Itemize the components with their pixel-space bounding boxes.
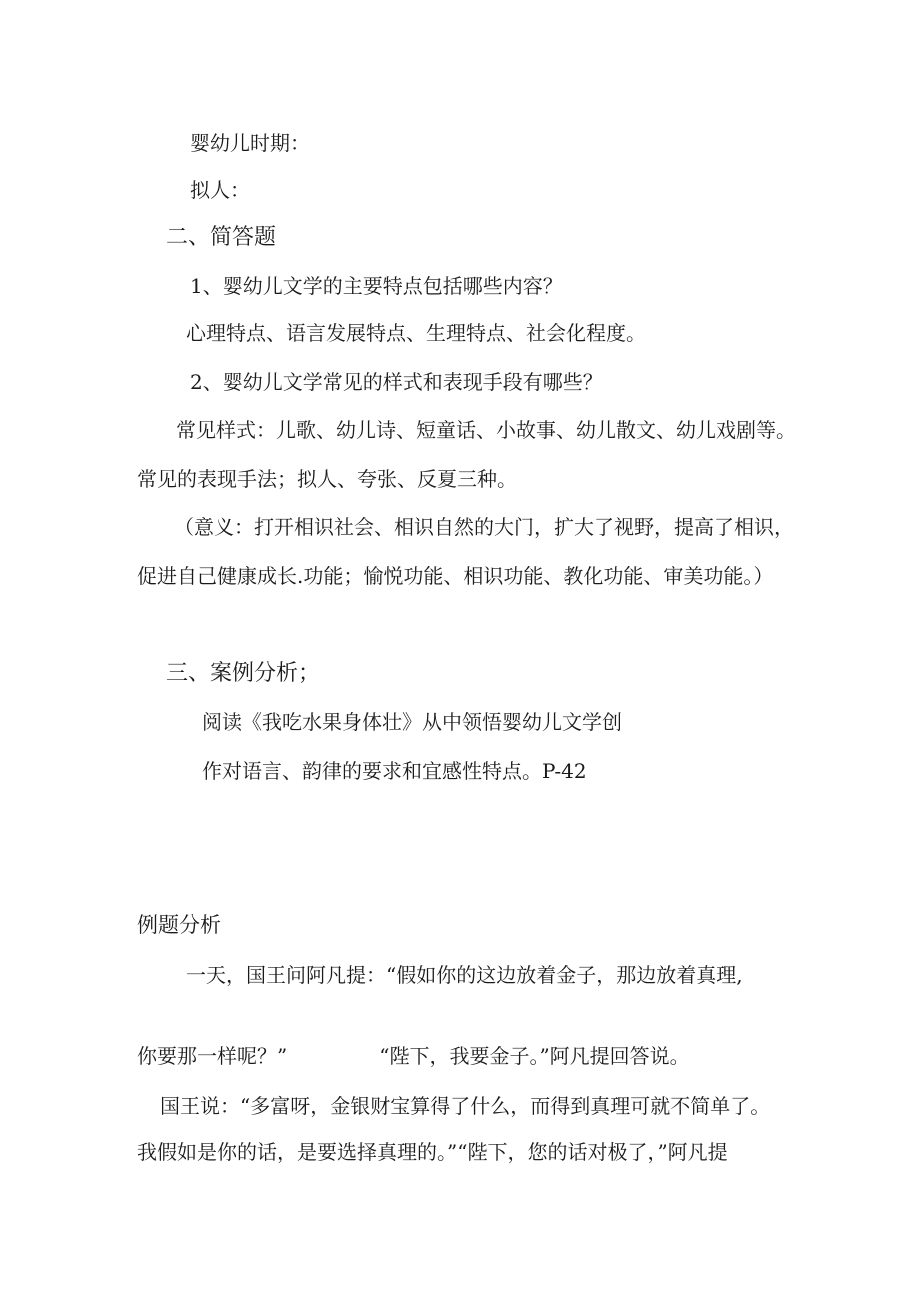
example-line-2-reply: “陛下，我要金子。”阿凡提回答说。 xyxy=(379,1044,690,1068)
example-line-3: 国王说：“多富呀，金银财宝算得了什么，而得到真理可就不简单了。 xyxy=(160,1094,771,1118)
case-line-2: 作对语言、韵律的要求和宜感性特点。P-42 xyxy=(202,759,587,783)
answer-2-line-1: 常见样式：儿歌、幼儿诗、短童话、小故事、幼儿散文、幼儿戏剧等。 xyxy=(176,418,796,442)
answer-1: 心理特点、语言发展特点、生理特点、社会化程度。 xyxy=(186,321,646,345)
term-personification: 拟人： xyxy=(190,178,250,202)
section-title-case-analysis: 三、案例分析； xyxy=(166,661,321,686)
example-line-2 xyxy=(137,1046,690,1066)
answer-2-line-2: 常见的表现手法；拟人、夸张、反夏三种。 xyxy=(137,467,517,491)
section-title-short-answer: 二、简答题 xyxy=(166,225,277,250)
example-line-1: 一天，国王问阿凡提：“假如你的这边放着金子，那边放着真理, xyxy=(186,963,743,987)
case-line-1: 阅读《我吃水果身体壮》从中领悟婴幼儿文学创 xyxy=(202,710,622,734)
example-title: 例题分析 xyxy=(137,913,221,937)
note-line-2: 促进自己健康成长.功能；愉悦功能、相识功能、教化功能、审美功能。） xyxy=(137,564,774,588)
term-infancy: 婴幼儿时期： xyxy=(190,131,310,155)
example-line-2-question: 你要那一样呢？” xyxy=(137,1044,288,1068)
note-line-1: （意义：打开相识社会、相识自然的大门，扩大了视野，提高了相识， xyxy=(174,515,794,539)
example-line-4: 我假如是你的话，是要选择真理的。”“陛下，您的话对极了，”阿凡提 xyxy=(137,1140,728,1164)
question-2: 2、婴幼儿文学常见的样式和表现手段有哪些？ xyxy=(190,370,603,394)
question-1: 1、婴幼儿文学的主要特点包括哪些内容？ xyxy=(190,274,563,298)
